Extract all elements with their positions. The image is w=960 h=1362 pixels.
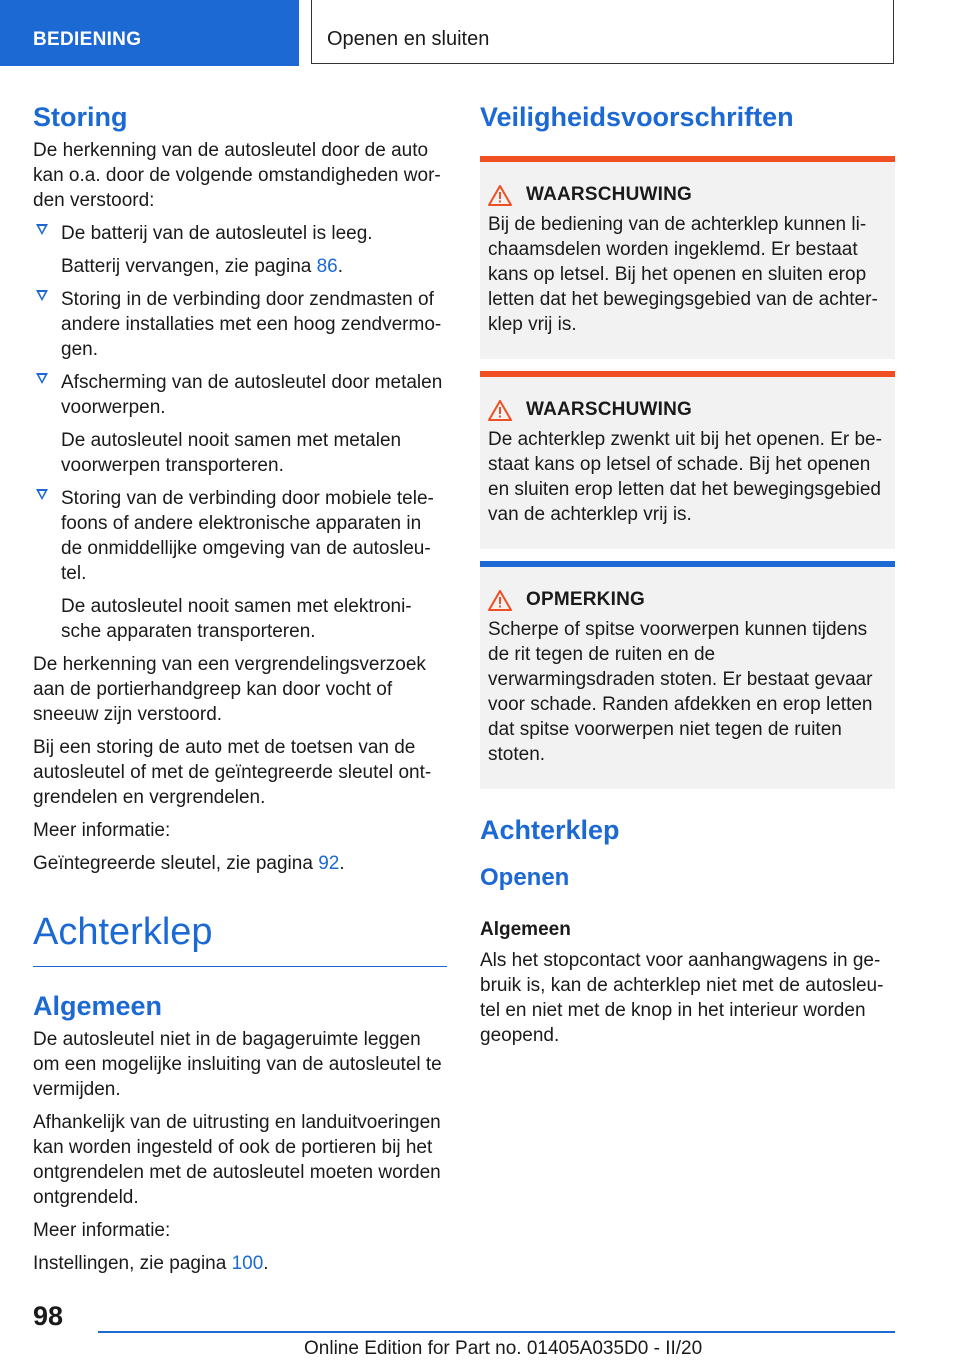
note-box [480,561,895,789]
paragraph: Afhankelijk van de uitrusting en landuitvoeringen kan worden ingesteld of ook de portieren bij het ontgrendelen met de autosleutel moeten worden ontgrendeld. [33,1112,441,1208]
bullet-text: De batterij van de autosleutel is leeg. [61,223,373,244]
paragraph: De herkenning van een vergrendelingsverzoek aan de portierhandgreep kan door vocht of sneeuw zijn verstoord. [33,654,426,725]
reference: Instellingen, zie pagina 100. [33,1253,269,1274]
openen-heading: Openen [480,864,570,891]
warning-box [480,156,895,359]
bullet-triangle-icon [36,224,48,235]
paragraph: Bij een storing de auto met de toetsen van de autosleutel of met de geïntegreerde sleutel ont‐ grendelen en vergrendelen. [33,737,432,808]
bullet-triangle-icon [36,290,48,301]
bullet-text: Storing van de verbinding door mobiele tele‐ foons of andere elektronische apparaten in de onmiddellijke omgeving van de autosleu‐ tel. [61,488,434,584]
bullet-triangle-icon [36,489,48,500]
footer-rule [98,1331,895,1333]
bullet-subtext: Batterij vervangen, zie pagina 86. [61,256,344,277]
warning-label: WAARSCHUWING [526,399,692,420]
achterklep-heading: Achterklep [33,910,447,967]
more-info-label: Meer informatie: [33,1220,171,1241]
warning-triangle-icon [488,185,512,206]
algemeen-heading: Algemeen [33,991,163,1021]
edition-footer: Online Edition for Part no. 01405A035D0 - II/20 [304,1338,703,1359]
bullet-text: Afscherming van de autosleutel door metalen voorwerpen. [61,372,443,418]
paragraph: Als het stopcontact voor aanhangwagens in ge‐ bruik is, kan de achterklep niet met de autosleu‐ tel en niet met de knop in het interieur worden geopend. [480,950,884,1046]
list-item [33,221,447,279]
page-link-92[interactable]: 92 [318,853,340,874]
warning-label: WAARSCHUWING [526,184,692,205]
section-label: BEDIENING [33,29,142,50]
paragraph: De autosleutel niet in de bagageruimte leggen om een mogelijke insluiting van de autosleutel te vermijden. [33,1029,442,1100]
right-column [480,100,895,1048]
more-info-label: Meer informatie: [33,820,171,841]
warning-box [480,371,895,549]
list-item [33,370,447,478]
algemeen-label: Algemeen [480,919,571,940]
warning-triangle-icon [488,590,512,611]
storing-intro: De herkenning van de autosleutel door de auto kan o.a. door de volgende omstandigheden wor‐ den verstoord: [33,140,441,211]
page-number: 98 [33,1301,64,1331]
note-text: Scherpe of spitse voorwerpen kunnen tijdens de rit tegen de ruiten en de verwarmingsdraden stoten. Er bestaat gevaar voor schade. Randen afdekken en erop letten dat spitse voorwerpen niet tegen de ruiten stoten. [488,619,873,765]
section-tab [0,0,299,66]
bullet-subtext: De autosleutel nooit samen met metalen voorwerpen transporteren. [61,430,402,476]
bullet-triangle-icon [36,373,48,384]
reference: Geïntegreerde sleutel, zie pagina 92. [33,853,345,874]
warning-triangle-icon [488,400,512,421]
warning-text: Bij de bediening van de achterklep kunnen li‐ chaamsdelen worden ingeklemd. Er bestaat kans op letsel. Bij het openen en sluiten erop letten dat het bewegingsgebied van de achter‐ klep vrij is. [488,214,878,335]
note-label: OPMERKING [526,589,645,610]
left-column [33,100,447,1276]
bullet-text: Storing in de verbinding door zendmasten of andere installaties met een hoog zendvermo‐ gen. [61,289,442,360]
chapter-title: Openen en sluiten [327,28,490,50]
bullet-subtext: De autosleutel nooit samen met elektroni‐ sche apparaten transporteren. [61,596,412,642]
warning-text: De achterklep zwenkt uit bij het openen. Er be‐ staat kans op letsel of schade. Bij het openen en sluiten erop letten dat het bewegingsgebied van de achterklep vrij is. [488,429,882,525]
safety-heading: Veiligheidsvoorschriften [480,102,794,132]
chapter-header [311,0,894,64]
page-link-100[interactable]: 100 [231,1253,264,1274]
list-item [33,287,447,362]
storing-heading: Storing [33,102,128,132]
page-link-86[interactable]: 86 [316,256,338,277]
list-item [33,486,447,644]
achterklep-subheading: Achterklep [480,815,620,845]
